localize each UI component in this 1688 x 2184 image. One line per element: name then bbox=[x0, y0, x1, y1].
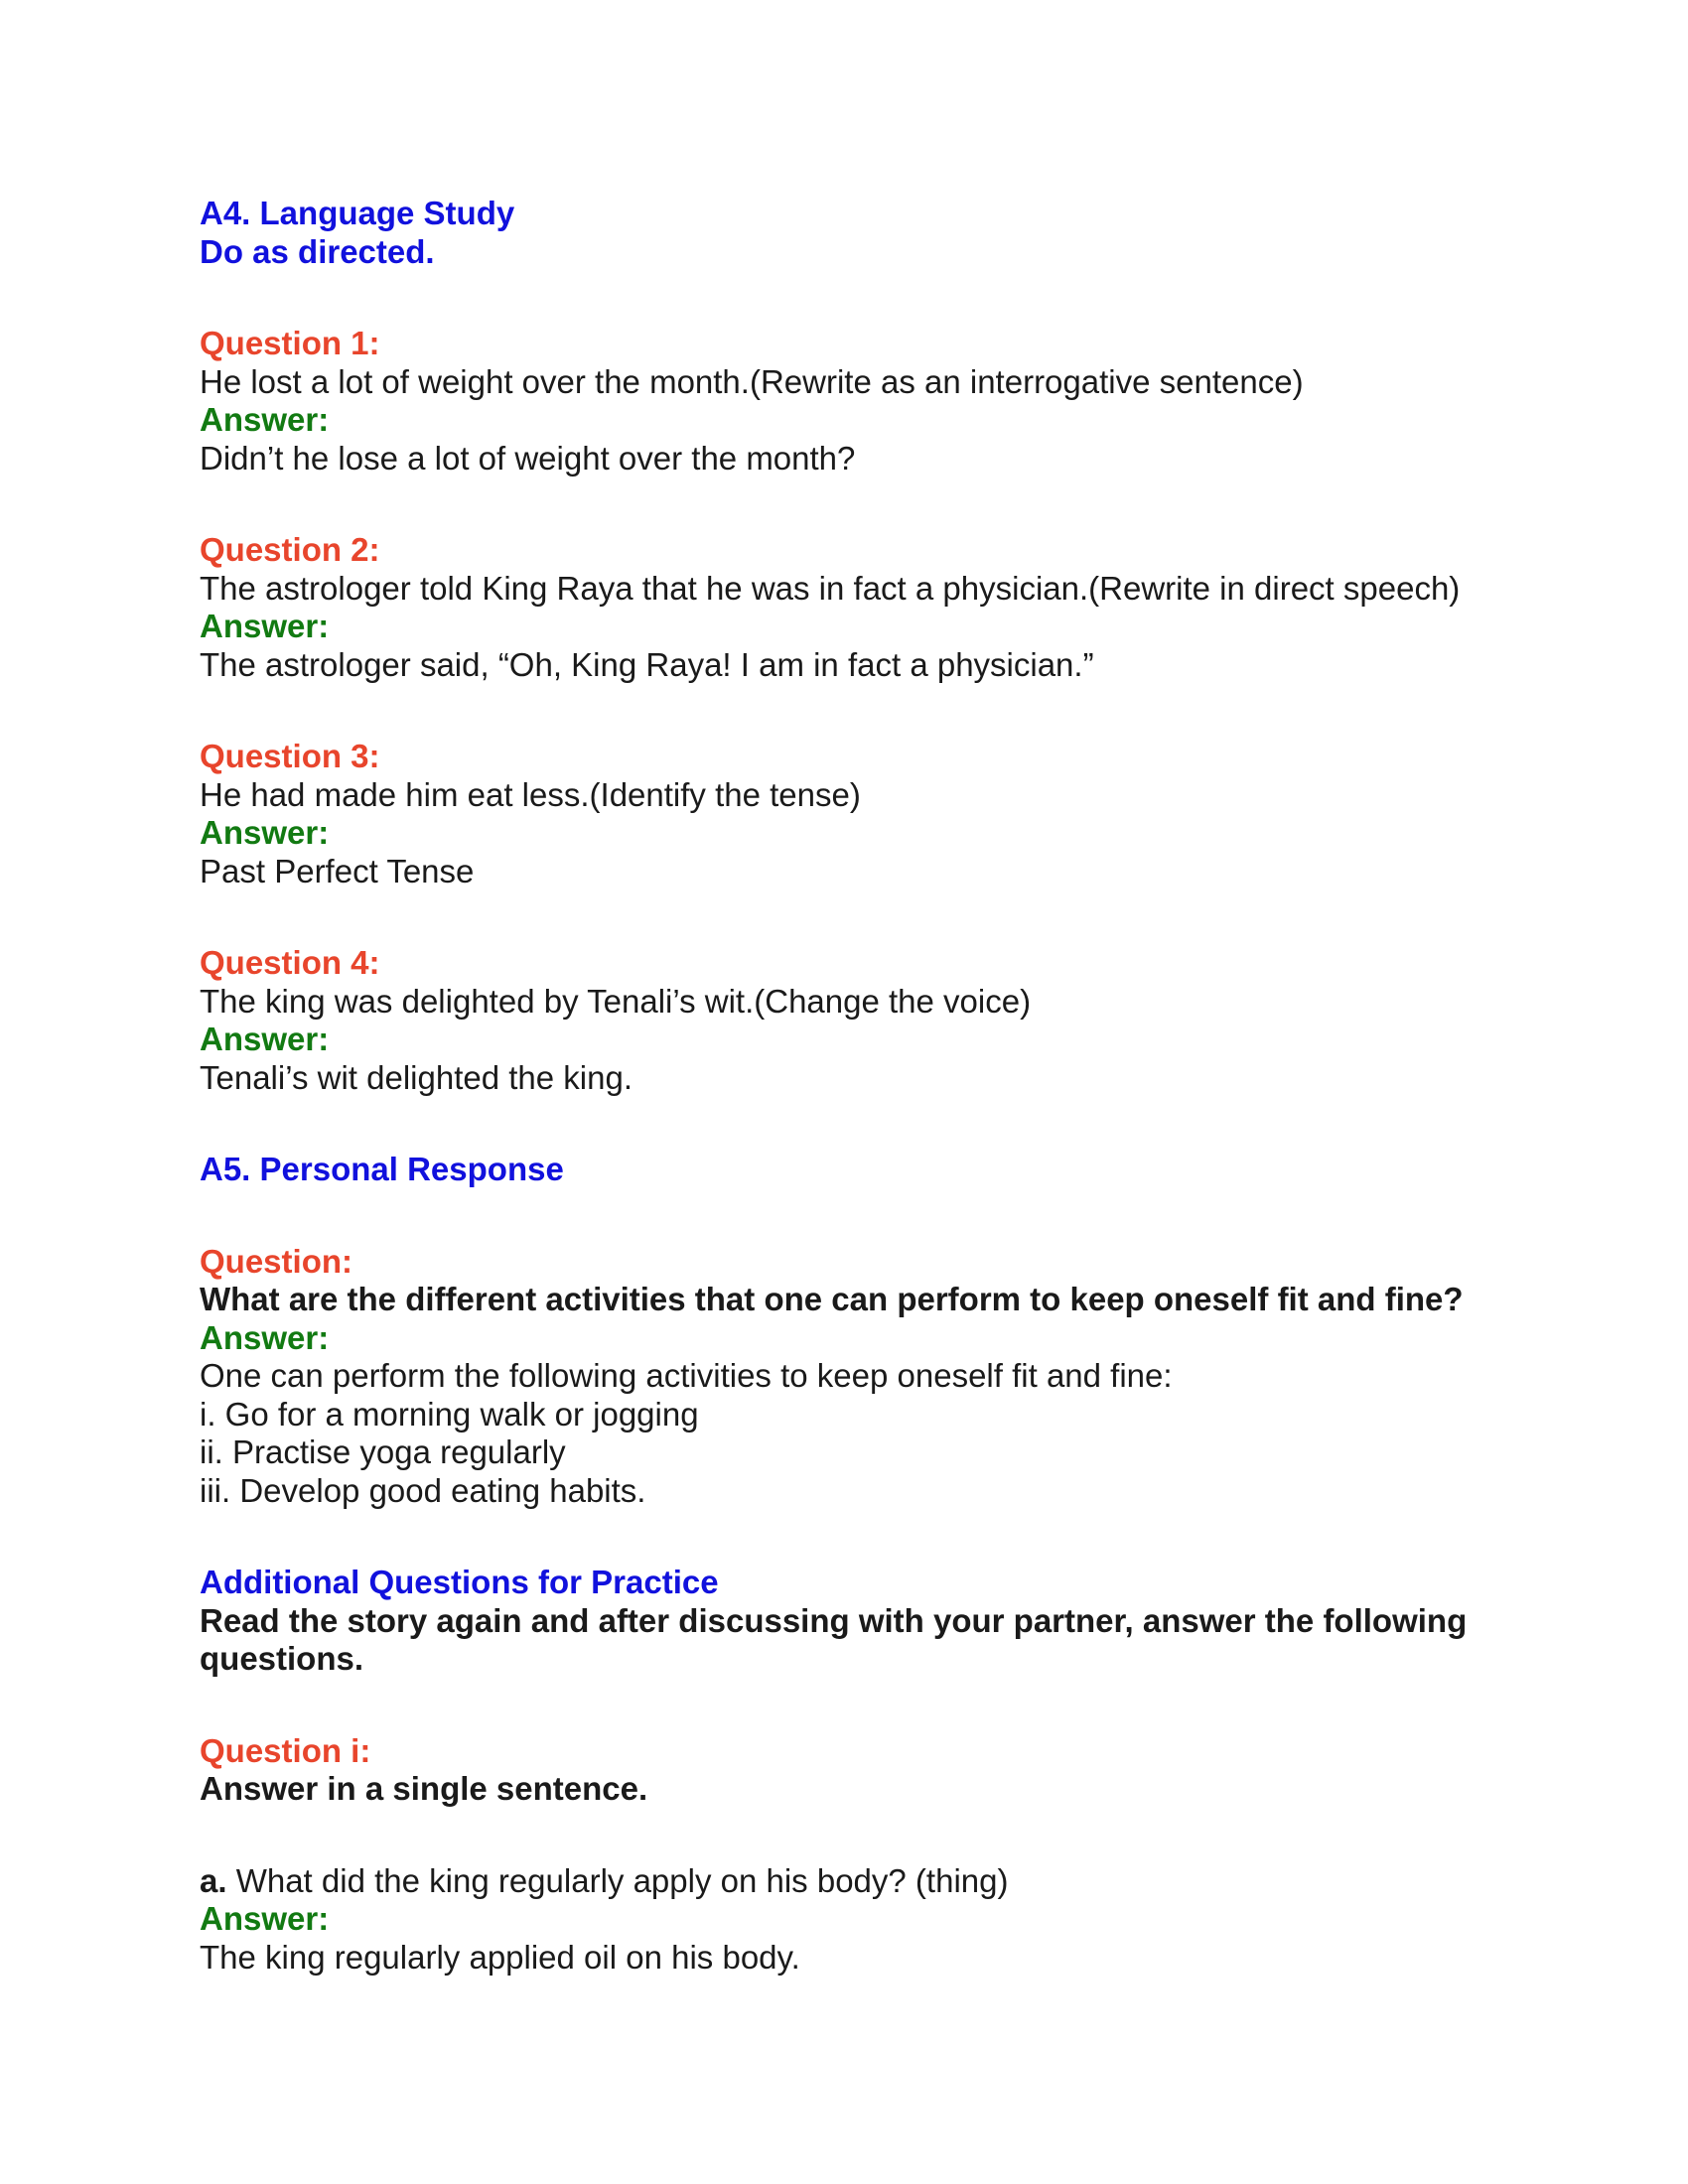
instruction-line: questions. bbox=[200, 1640, 364, 1677]
section-subheading-a4: Do as directed. bbox=[200, 232, 435, 270]
personal-response-block bbox=[200, 1243, 1520, 1511]
item-text: What did the king regularly apply on his body? (thing) bbox=[226, 1861, 1009, 1899]
answer-label: Answer: bbox=[200, 401, 330, 438]
question-block-3 bbox=[200, 738, 1520, 890]
answer-text: Didn’t he lose a lot of weight over the month? bbox=[200, 439, 856, 477]
practice-item-a bbox=[200, 1862, 1520, 1978]
answer-label: Answer: bbox=[200, 608, 330, 644]
question-label: Question 4: bbox=[200, 944, 380, 981]
question-instruction: Answer in a single sentence. bbox=[200, 1770, 648, 1807]
question-label: Question: bbox=[200, 1242, 352, 1280]
answer-text: Past Perfect Tense bbox=[200, 852, 475, 889]
question-text: He lost a lot of weight over the month.(Rewrite as an interrogative sentence) bbox=[200, 362, 1304, 400]
answer-label: Answer: bbox=[200, 814, 330, 851]
question-block-2 bbox=[200, 531, 1520, 684]
question-block-4 bbox=[200, 944, 1520, 1097]
item-marker: a. bbox=[200, 1861, 227, 1899]
question-text: The king was delighted by Tenali’s wit.(Change the voice) bbox=[200, 982, 1032, 1020]
question-label: Question i: bbox=[200, 1731, 371, 1769]
answer-text: Tenali’s wit delighted the king. bbox=[200, 1058, 633, 1096]
answer-text: The king regularly applied oil on his body. bbox=[200, 1938, 800, 1976]
answer-list-item: i. Go for a morning walk or jogging bbox=[200, 1395, 699, 1433]
practice-question bbox=[200, 1862, 1520, 1901]
answer-list-item: iii. Develop good eating habits. bbox=[200, 1471, 646, 1509]
question-label: Question 2: bbox=[200, 531, 380, 568]
question-label: Question 1: bbox=[200, 325, 380, 361]
section-heading-a4: A4. Language Study bbox=[200, 195, 515, 231]
instruction-line: Read the story again and after discussing with your partner, answer the following bbox=[200, 1601, 1468, 1639]
section-heading-additional: Additional Questions for Practice bbox=[200, 1564, 719, 1600]
document-page bbox=[200, 195, 1520, 1977]
answer-text: The astrologer said, “Oh, King Raya! I am in fact a physician.” bbox=[200, 645, 1094, 683]
answer-label: Answer: bbox=[200, 1318, 330, 1356]
section-heading-a5: A5. Personal Response bbox=[200, 1151, 564, 1187]
answer-list-item: ii. Practise yoga regularly bbox=[200, 1433, 566, 1470]
question-text: The astrologer told King Raya that he was in fact a physician.(Rewrite in direct speech) bbox=[200, 569, 1461, 607]
answer-label: Answer: bbox=[200, 1900, 330, 1937]
answer-label: Answer: bbox=[200, 1021, 330, 1057]
question-block-1 bbox=[200, 325, 1520, 478]
question-label: Question 3: bbox=[200, 738, 380, 774]
question-text: He had made him eat less.(Identify the tense) bbox=[200, 775, 861, 813]
question-text: What are the different activities that one can perform to keep oneself fit and fine? bbox=[200, 1281, 1464, 1317]
answer-intro: One can perform the following activities to keep oneself fit and fine: bbox=[200, 1357, 1173, 1394]
